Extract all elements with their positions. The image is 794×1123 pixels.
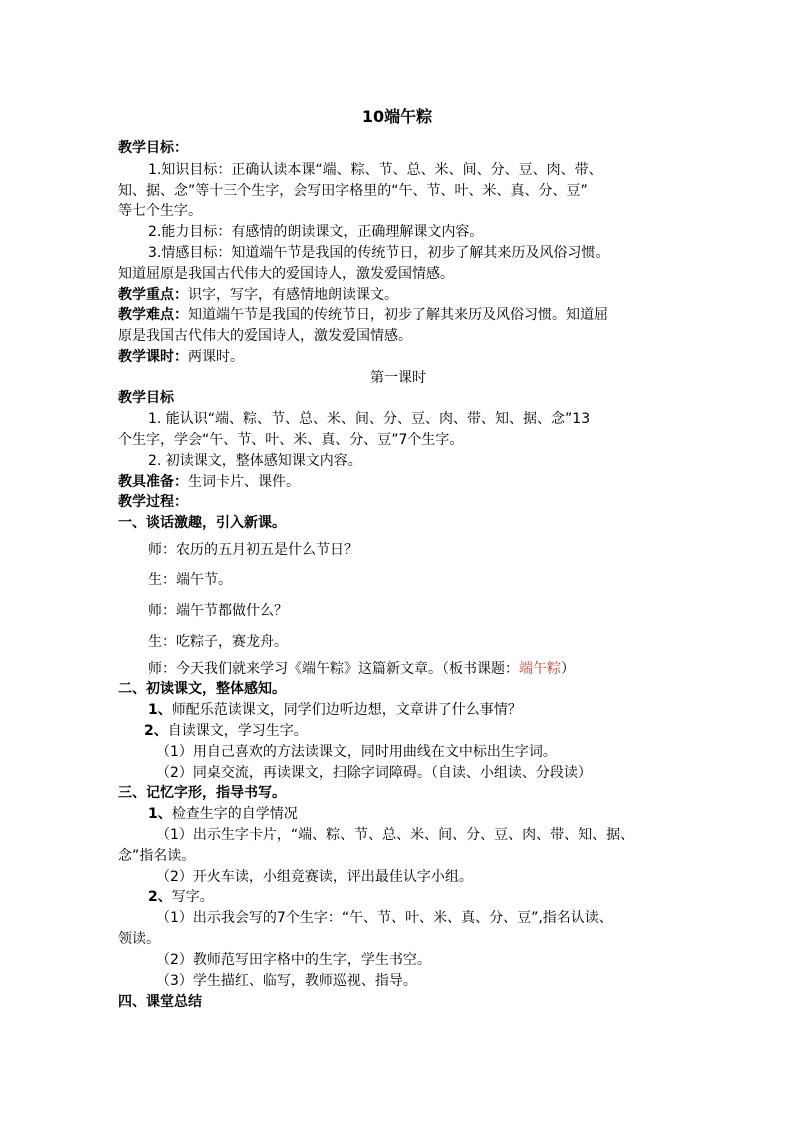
section-2-item-2-number: 2、 (144, 723, 168, 739)
section-2-item-1-number: 1、 (148, 702, 172, 718)
section-3-sub-3-line-1: （1）出示我会写的7个生字：“午、节、叶、米、真、分、豆”,指名认读、 (156, 910, 613, 926)
section-3-sub-4: （2）教师范写田字格中的生字，学生书空。 (156, 952, 431, 968)
key-points-text: 识字，写字，有感情地朗读课文。 (188, 287, 398, 303)
section-3-heading: 三、记忆字形，指导书写。 (118, 785, 286, 801)
board-title-text: 端午粽 (519, 661, 561, 677)
section-2-heading: 二、初读课文，整体感知。 (118, 681, 286, 697)
lesson-goal2-line: 2. 初读课文，整体感知课文内容。 (148, 453, 362, 469)
class-hours-label: 教学课时： (118, 349, 188, 365)
section-3-sub-2: （2）开火车读，小组竞赛读，评出最佳认字小组。 (156, 869, 473, 885)
class-hours-text: 两课时。 (188, 349, 244, 365)
page-title: 10端午粽 (361, 107, 433, 126)
section-2-item-1-text: 师配乐范读课文，同学们边听边想，文章讲了什么事情？ (171, 702, 522, 718)
section-4-heading: 四、课堂总结 (118, 994, 202, 1010)
dialogue-teacher-3-text: 师：今天我们就来学习《端午粽》这篇新文章。（板书课题： (148, 661, 519, 677)
key-points-label: 教学重点： (118, 287, 188, 303)
dialogue-teacher-2: 师：端午节都做什么？ (148, 603, 288, 619)
section-3-item-1 (118, 804, 678, 824)
section-3-sub-5: （3）学生描红、临写，教师巡视、指导。 (156, 973, 417, 989)
process-heading: 教学过程： (118, 494, 188, 510)
section-3-item-2-text: 写字。 (171, 889, 214, 905)
difficulty-text-1: 知道端午节是我国的传统节日，初步了解其来历及风俗习惯。知道屈 (188, 307, 608, 323)
goal3-line-2: 知道屈原是我国古代伟大的爱国诗人，激发爱国情感。 (118, 266, 454, 282)
section-3-item-1-text: 检查生字的自学情况 (171, 806, 298, 822)
goal3-line-1: 3.情感目标：知道端午节是我国的传统节日，初步了解其来历及风俗习惯。 (148, 245, 610, 261)
key-points-line (118, 285, 678, 305)
section-3-item-2 (118, 887, 678, 907)
section-2-sub-2: （2）同桌交流，再读课文，扫除字词障碍。（自读、小组读、分段读） (156, 765, 592, 781)
goal1-line-3: 等七个生字。 (118, 203, 202, 219)
dialogue-student-2: 生：吃粽子，赛龙舟。 (148, 634, 288, 650)
goal1-line-2: 知、据、念”等十三个生字，会写田字格里的“午、节、叶、米、真、分、豆” (118, 183, 588, 199)
section-1-heading: 一、谈话激趣，引入新课。 (118, 515, 286, 531)
class-hours-line (118, 347, 678, 367)
dialogue-teacher-1: 师：农历的五月初五是什么节日？ (148, 542, 358, 558)
difficulty-label: 教学难点： (118, 307, 188, 323)
lesson-goal-heading: 教学目标 (118, 390, 174, 406)
dialogue-student-1: 生：端午节。 (148, 572, 232, 588)
section-3-sub-1-line-2: 念”指名读。 (118, 848, 196, 864)
section-2-item-2-text: 自读课文，学习生字。 (167, 723, 308, 739)
dialogue-teacher-3-end: ） (561, 661, 575, 677)
dialogue-teacher-3 (118, 659, 678, 679)
section-2-item-2 (118, 721, 678, 741)
lesson-goal1-line-1: 1. 能认识“端、粽、节、总、米、间、分、豆、肉、带、知、据、念”13 (148, 411, 591, 427)
difficulty-line-1 (118, 305, 678, 325)
section-3-item-2-number: 2、 (148, 889, 172, 905)
difficulty-line-2: 原是我国古代伟大的爱国诗人，激发爱国情感。 (118, 328, 412, 344)
goal2-line: 2.能力目标：有感情的朗读课文，正确理解课文内容。 (148, 224, 484, 240)
section-3-sub-1-line-1: （1）出示生字卡片，“端、粽、节、总、米、间、分、豆、肉、带、知、据、 (156, 827, 635, 843)
teaching-aids-label: 教具准备： (118, 474, 188, 490)
section-3-sub-3-line-2: 领读。 (118, 931, 160, 947)
teaching-aids-line (118, 472, 678, 492)
teaching-aids-text: 生词卡片、课件。 (188, 474, 300, 490)
lesson-goal1-line-2: 个生字，学会“午、节、叶、米、真、分、豆”7个生字。 (118, 432, 464, 448)
section-2-sub-1: （1）用自己喜欢的方法读课文，同时用曲线在文中标出生字词。 (156, 744, 557, 760)
goal1-line-1: 1.知识目标：正确认读本课“端、粽、节、总、米、间、分、豆、肉、带、 (148, 162, 603, 178)
section-3-item-1-number: 1、 (148, 806, 172, 822)
goal-heading: 教学目标： (118, 140, 188, 156)
section-2-item-1 (118, 700, 678, 720)
lesson-one-heading: 第一课时 (370, 370, 426, 386)
